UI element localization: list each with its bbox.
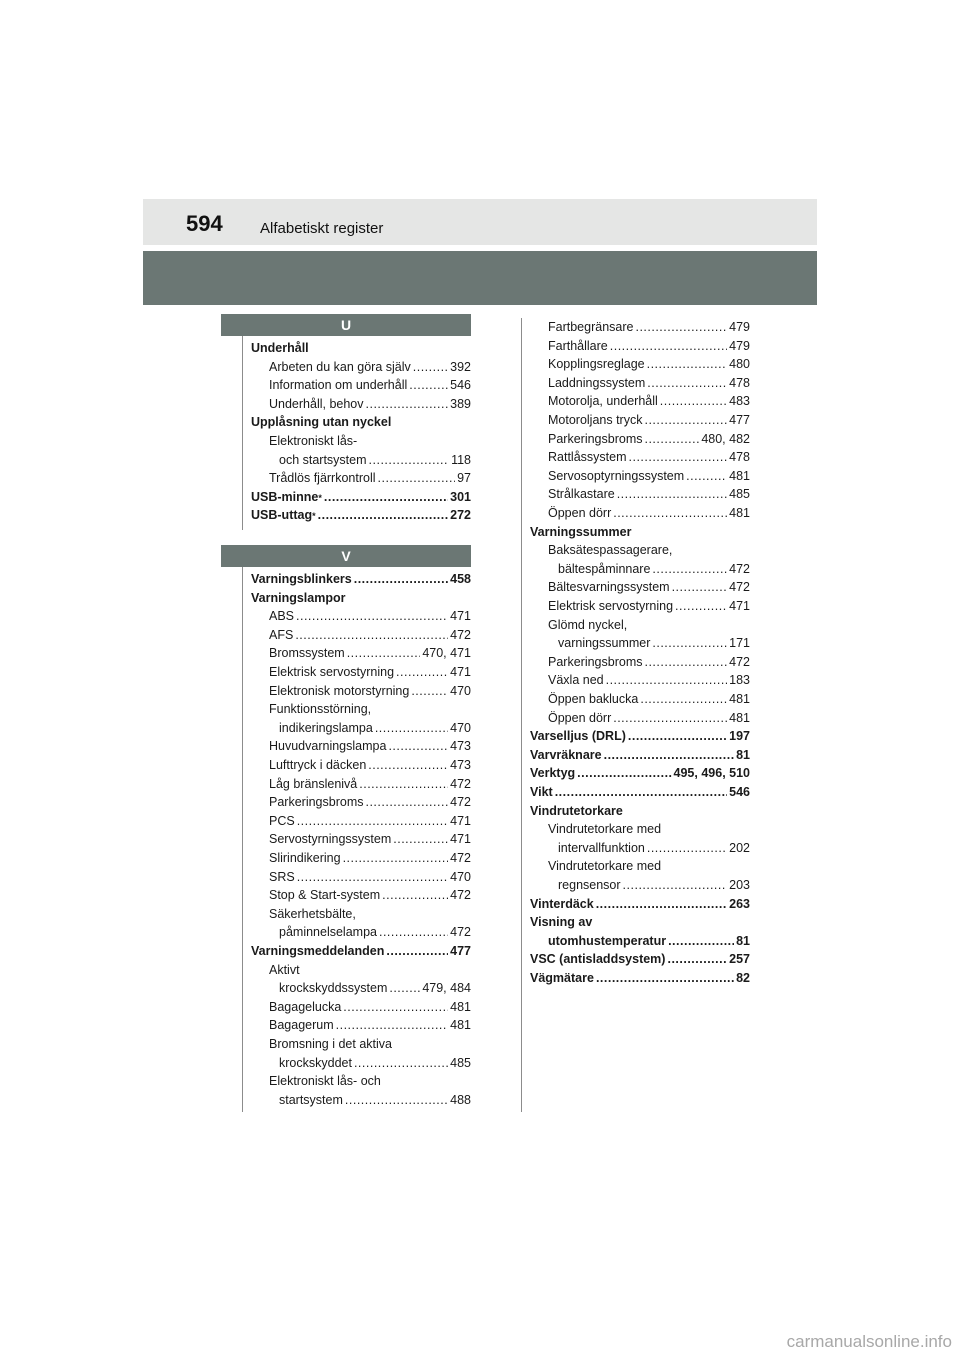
dot-leader <box>324 488 448 506</box>
dot-leader <box>686 467 727 485</box>
entry-page: 472 <box>729 654 750 669</box>
entry-page: 478 <box>729 450 750 465</box>
entry-page: 477 <box>450 944 471 958</box>
entry-term: varningssummer <box>558 636 651 651</box>
index-entry <box>530 969 750 987</box>
entry-page: 202 <box>729 840 750 855</box>
dot-leader <box>411 682 448 700</box>
entry-term: Varningslampor <box>251 590 346 605</box>
dot-leader <box>660 392 727 410</box>
index-entry <box>269 376 471 394</box>
dot-leader <box>336 1016 449 1034</box>
dot-leader <box>396 663 448 681</box>
entry-term: Växla ned <box>548 673 604 688</box>
index-entry <box>269 395 471 413</box>
index-entry <box>269 644 471 662</box>
entry-page: 485 <box>450 1055 471 1070</box>
dot-leader <box>617 485 727 503</box>
entry-term: Vindrutetorkare med <box>548 822 662 837</box>
entry-page: 471 <box>729 599 750 613</box>
entry-page: 81 <box>736 747 750 762</box>
index-entry <box>279 1054 471 1072</box>
dot-leader <box>604 746 735 764</box>
dot-leader <box>596 969 734 987</box>
entry-term: startsystem <box>279 1092 343 1107</box>
entry-page: 392 <box>450 359 471 374</box>
entry-term: och startsystem <box>279 452 367 467</box>
entry-term: Varningsblinkers <box>251 572 352 586</box>
entry-page: 472 <box>450 795 471 810</box>
index-entry <box>530 523 750 541</box>
entry-term: Aktivt <box>269 962 300 977</box>
entry-term: Låg bränslenivå <box>269 776 358 791</box>
index-entry <box>548 578 750 596</box>
entry-term: Kopplingsreglage <box>548 357 645 372</box>
entry-term: Bältesvarningssystem <box>548 580 670 595</box>
index-entry <box>548 504 750 522</box>
index-entry <box>251 942 471 960</box>
dot-leader <box>297 868 448 886</box>
entry-term: Vindrutetorkare med <box>548 859 662 874</box>
dot-leader <box>647 374 727 392</box>
entry-term: Verktyg <box>530 766 576 781</box>
index-entry <box>548 671 750 689</box>
entry-term: Bagagelucka <box>269 999 342 1014</box>
entry-term: Bagagerum <box>269 1018 334 1033</box>
entry-page: 472 <box>450 627 471 642</box>
entry-term: intervallfunktion <box>558 840 645 855</box>
entry-term: Parkeringsbroms <box>269 795 364 810</box>
section-header-v: V <box>221 545 471 567</box>
entry-term: Bromssystem <box>269 646 345 661</box>
dot-leader <box>577 764 671 782</box>
entry-page: 479 <box>729 320 750 334</box>
entry-page: 483 <box>729 394 750 409</box>
entry-page: 480, 482 <box>701 431 750 446</box>
entry-page: 470, 471 <box>422 646 471 661</box>
column-divider <box>242 567 243 1112</box>
index-entry <box>251 339 471 357</box>
index-entry <box>269 886 471 904</box>
dot-leader <box>318 506 449 524</box>
index-entry <box>269 1016 471 1034</box>
index-entry <box>269 998 471 1016</box>
entry-term: Elektroniskt lås- och <box>269 1074 381 1089</box>
entry-term: Elektrisk servostyrning <box>548 599 674 613</box>
entry-term: Visning av <box>530 915 593 930</box>
index-entry <box>548 690 750 708</box>
entry-term: ABS <box>269 609 295 624</box>
index-entry <box>269 812 471 830</box>
entry-page: 197 <box>729 729 750 744</box>
index-entry <box>548 467 750 485</box>
dot-leader <box>606 671 728 689</box>
index-entry <box>548 857 750 875</box>
dot-leader <box>644 411 727 429</box>
index-entry <box>558 876 750 894</box>
index-entry <box>279 1091 471 1109</box>
dot-leader <box>610 337 727 355</box>
entry-term: Huvudvarningslampa <box>269 739 387 754</box>
page-number: 594 <box>186 211 223 236</box>
entry-term: Upplåsning utan nyckel <box>251 415 392 430</box>
index-entry <box>269 756 471 774</box>
entry-page: 471 <box>450 609 471 624</box>
dot-leader <box>388 737 448 755</box>
index-entry <box>269 1035 471 1053</box>
dot-leader <box>375 719 448 737</box>
index-entry <box>548 448 750 466</box>
dot-leader <box>354 570 448 588</box>
entry-page: 389 <box>450 396 471 411</box>
entry-term: Stop & Start-system <box>269 888 381 903</box>
entry-page: 472 <box>729 580 750 595</box>
entry-page: 470 <box>450 683 471 698</box>
index-entry <box>548 616 750 634</box>
dot-leader <box>652 634 727 652</box>
entry-term: Elektronisk motorstyrning <box>269 683 410 698</box>
index-entry <box>269 700 471 718</box>
index-entry <box>279 979 471 997</box>
entry-page: 472 <box>729 561 750 576</box>
entry-term: Funktionsstörning, <box>269 702 372 717</box>
header-band <box>143 199 817 245</box>
entry-page: 183 <box>729 673 750 688</box>
entry-term: Information om underhåll <box>269 378 408 393</box>
entry-term: Vindrutetorkare <box>530 803 623 818</box>
dot-leader <box>382 886 448 904</box>
index-entry <box>548 355 750 373</box>
dot-leader <box>628 727 727 745</box>
column-divider <box>521 318 522 1112</box>
index-entry <box>548 485 750 503</box>
index-entry <box>269 961 471 979</box>
entry-term: Öppen dörr <box>548 710 612 725</box>
index-entry <box>269 830 471 848</box>
entry-page: 301 <box>450 489 471 504</box>
dot-leader <box>640 690 727 708</box>
index-entry: USB-minne * ..... 301 <box>251 488 471 506</box>
index-entry <box>548 374 750 392</box>
index-entry <box>548 932 750 950</box>
entry-page: 485 <box>729 487 750 502</box>
entry-page: 458 <box>450 572 471 586</box>
index-entry <box>269 868 471 886</box>
entry-term: Bromsning i det aktiva <box>269 1037 392 1051</box>
entry-page: 118 <box>451 452 471 467</box>
entry-term: Vägmätare <box>530 971 594 985</box>
page-title: Alfabetiskt register <box>260 220 384 237</box>
entry-term: USB-uttag <box>251 508 313 523</box>
index-entry <box>548 541 750 559</box>
entry-term: Underhåll <box>251 341 309 355</box>
index-entry <box>530 802 750 820</box>
index-entry: USB-uttag * ..... 272 <box>251 506 471 524</box>
entry-page: 473 <box>450 739 471 754</box>
dot-leader <box>672 578 728 596</box>
dot-leader <box>295 626 448 644</box>
index-entry <box>269 905 471 923</box>
entry-page: 479 <box>729 338 750 353</box>
entry-page: 546 <box>450 378 471 393</box>
index-entry <box>269 432 471 450</box>
dot-leader <box>613 709 727 727</box>
index-entry <box>548 820 750 838</box>
dot-leader <box>386 942 448 960</box>
index-entry <box>269 682 471 700</box>
entry-term: Vikt <box>530 785 553 799</box>
index-entry <box>269 607 471 625</box>
dot-leader <box>393 830 448 848</box>
index-entry <box>269 626 471 644</box>
dot-leader <box>635 318 727 336</box>
entry-term: Vinterdäck <box>530 896 594 911</box>
entry-term: Arbeten du kan göra själv <box>269 359 411 374</box>
entry-page: 82 <box>736 971 750 985</box>
entry-term: Varselljus (DRL) <box>530 729 626 744</box>
dot-leader <box>596 895 727 913</box>
entry-page: 470 <box>450 720 471 735</box>
entry-page: 481 <box>450 999 471 1014</box>
entry-term: Parkeringsbroms <box>548 654 643 669</box>
dot-leader <box>613 504 727 522</box>
index-entry <box>269 793 471 811</box>
index-entry <box>279 451 471 469</box>
entry-term: Lufttryck i däcken <box>269 758 367 772</box>
index-entry <box>548 430 750 448</box>
index-entry <box>548 318 750 336</box>
index-entry <box>251 589 471 607</box>
watermark: carmanualsonline.info <box>786 1332 952 1351</box>
index-entry <box>558 634 750 652</box>
entry-page: 263 <box>729 896 750 911</box>
dot-leader <box>345 1091 448 1109</box>
dot-leader <box>647 355 728 373</box>
entry-term: Strålkastare <box>548 487 615 502</box>
dot-leader <box>379 923 448 941</box>
entry-page: 171 <box>729 636 750 651</box>
dot-leader <box>359 775 448 793</box>
entry-term: USB-minne <box>251 489 319 504</box>
dot-leader <box>623 876 728 894</box>
index-entry <box>548 709 750 727</box>
dot-leader <box>296 607 448 625</box>
entry-page: 97 <box>457 471 471 486</box>
entry-term: Rattlåssystem <box>548 450 627 465</box>
entry-term: Varningssummer <box>530 524 632 539</box>
entry-page: 481 <box>729 468 750 483</box>
entry-page: 472 <box>450 888 471 903</box>
index-entry <box>558 839 750 857</box>
index-entry <box>530 764 750 782</box>
dot-leader <box>667 950 727 968</box>
index-entry <box>269 358 471 376</box>
dot-leader <box>652 560 727 578</box>
entry-term: Baksätespassagerare, <box>548 543 673 558</box>
dot-leader <box>297 812 448 830</box>
entry-term: utomhustemperatur <box>548 933 667 948</box>
dot-leader <box>644 653 727 671</box>
entry-term: Öppen baklucka <box>548 692 639 706</box>
index-entry <box>269 1072 471 1090</box>
index-entry <box>548 597 750 615</box>
entry-term: krockskyddet <box>279 1055 352 1070</box>
entry-term: krockskyddssystem <box>279 981 388 996</box>
index-entry <box>530 746 750 764</box>
entry-page: 480 <box>729 357 750 372</box>
entry-term: indikeringslampa <box>279 720 373 735</box>
entry-term: påminnelselampa <box>279 925 377 940</box>
dot-leader <box>668 932 734 950</box>
entry-term: Elektroniskt lås- <box>269 434 358 448</box>
entry-term: Motoroljans tryck <box>548 413 643 427</box>
dot-leader <box>354 1054 448 1072</box>
entry-term: Parkeringsbroms <box>548 431 643 446</box>
entry-page: 481 <box>729 506 750 520</box>
entry-page: 481 <box>729 692 750 706</box>
entry-term: Farthållare <box>548 338 608 353</box>
dot-leader <box>378 469 456 487</box>
entry-page: 477 <box>729 413 750 427</box>
index-entry <box>279 923 471 941</box>
entry-term: Varningsmeddelanden <box>251 944 385 958</box>
dot-leader <box>409 376 448 394</box>
entry-page: 471 <box>450 813 471 828</box>
entry-term: VSC (antisladdsystem) <box>530 952 666 967</box>
index-entry <box>548 337 750 355</box>
entry-term: Elektrisk servostyrning <box>269 665 395 679</box>
entry-term: AFS <box>269 627 294 642</box>
index-entry <box>279 719 471 737</box>
entry-page: 471 <box>450 665 471 679</box>
dot-leader <box>644 430 699 448</box>
index-entry <box>269 775 471 793</box>
entry-page: 481 <box>729 710 750 725</box>
dot-leader <box>675 597 727 615</box>
index-entry <box>530 727 750 745</box>
index-entry <box>269 849 471 867</box>
dot-leader <box>347 644 421 662</box>
index-entry <box>558 560 750 578</box>
entry-page: 257 <box>729 952 750 967</box>
entry-page: 471 <box>450 832 471 847</box>
entry-term: Servostyrningssystem <box>269 832 392 847</box>
entry-page: 488 <box>450 1092 471 1107</box>
entry-term: Säkerhetsbälte, <box>269 906 356 921</box>
dot-leader <box>629 448 728 466</box>
index-entry <box>530 895 750 913</box>
dot-leader <box>369 451 450 469</box>
index-entry <box>269 663 471 681</box>
entry-page: 473 <box>450 758 471 772</box>
index-entry <box>530 950 750 968</box>
entry-page: 272 <box>450 508 471 523</box>
entry-term: Trådlös fjärrkontroll <box>269 471 376 486</box>
dot-leader <box>413 358 448 376</box>
index-entry <box>548 653 750 671</box>
entry-term: Motorolja, underhåll <box>548 394 658 409</box>
entry-term: regnsensor <box>558 878 621 892</box>
index-entry <box>530 783 750 801</box>
entry-term: bältespåminnare <box>558 561 651 576</box>
entry-term: Glömd nyckel, <box>548 617 628 632</box>
section-header-u: U <box>221 314 471 336</box>
index-entry <box>251 570 471 588</box>
entry-term: Slirindikering <box>269 851 341 865</box>
entry-term: Servosoptyrningssystem <box>548 468 685 483</box>
entry-page: 481 <box>450 1018 471 1033</box>
entry-page: 472 <box>450 851 471 865</box>
dot-leader <box>365 793 448 811</box>
dot-leader <box>389 979 420 997</box>
dot-leader <box>368 756 448 774</box>
dot-leader <box>343 849 449 867</box>
entry-term: SRS <box>269 869 295 884</box>
entry-page: 81 <box>736 933 750 948</box>
index-entry <box>548 392 750 410</box>
entry-term: Varvräknare <box>530 747 602 762</box>
entry-term: Öppen dörr <box>548 506 612 520</box>
dot-leader <box>366 395 449 413</box>
entry-page: 478 <box>729 375 750 390</box>
entry-term: Laddningssystem <box>548 375 646 390</box>
index-entry <box>269 737 471 755</box>
entry-term: Fartbegränsare <box>548 320 634 334</box>
index-entry <box>251 413 471 431</box>
dot-leader <box>647 839 727 857</box>
entry-term: PCS <box>269 813 295 828</box>
section-band <box>143 251 817 305</box>
index-entry <box>269 469 471 487</box>
entry-page: 495, 496, 510 <box>673 766 750 781</box>
entry-page: 203 <box>729 878 750 892</box>
entry-page: 470 <box>450 869 471 884</box>
column-divider <box>242 336 243 530</box>
index-entry <box>530 913 750 931</box>
dot-leader <box>555 783 727 801</box>
index-entry <box>548 411 750 429</box>
entry-page: 472 <box>450 925 471 940</box>
entry-page: 472 <box>450 776 471 791</box>
entry-page: 479, 484 <box>422 981 471 996</box>
entry-term: Underhåll, behov <box>269 396 364 411</box>
entry-page: 546 <box>729 785 750 799</box>
dot-leader <box>343 998 448 1016</box>
